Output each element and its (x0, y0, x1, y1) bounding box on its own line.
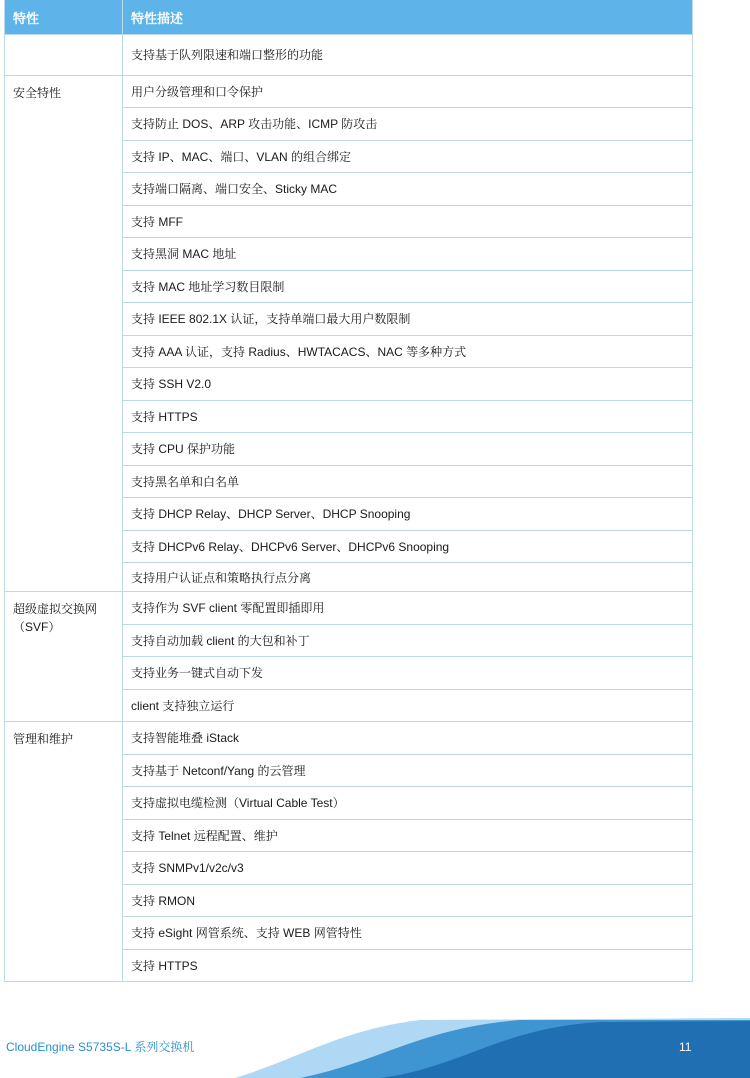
description-cell: 用户分级管理和口令保护 (123, 75, 693, 108)
table-row (5, 592, 693, 625)
description-cell: 支持 MAC 地址学习数目限制 (123, 270, 693, 303)
description-cell: 支持 IP、MAC、端口、VLAN 的组合绑定 (123, 140, 693, 173)
description-cell: 支持 CPU 保护功能 (123, 433, 693, 466)
table-row (5, 722, 693, 755)
description-cell: client 支持独立运行 (123, 689, 693, 722)
description-cell: 支持 IEEE 802.1X 认证，支持单端口最大用户数限制 (123, 303, 693, 336)
description-cell: 支持 HTTPS (123, 400, 693, 433)
description-cell: 支持 SSH V2.0 (123, 368, 693, 401)
description-cell: 支持端口隔离、端口安全、Sticky MAC (123, 173, 693, 206)
description-cell: 支持作为 SVF client 零配置即插即用 (123, 592, 693, 625)
description-cell: 支持 RMON (123, 884, 693, 917)
table-row (5, 75, 693, 108)
description-cell: 支持 DHCPv6 Relay、DHCPv6 Server、DHCPv6 Snooping (123, 530, 693, 563)
table-row (5, 35, 693, 76)
description-cell: 支持虚拟电缆检测（Virtual Cable Test） (123, 787, 693, 820)
description-cell: 支持黑名单和白名单 (123, 465, 693, 498)
description-cell: 支持 HTTPS (123, 949, 693, 982)
description-cell: 支持 DHCP Relay、DHCP Server、DHCP Snooping (123, 498, 693, 531)
page-number: 11 (679, 1040, 692, 1054)
category-cell-continued (5, 35, 123, 76)
description-cell: 支持 Telnet 远程配置、维护 (123, 819, 693, 852)
description-cell: 支持自动加载 client 的大包和补丁 (123, 624, 693, 657)
description-cell: 支持 eSight 网管系统、支持 WEB 网管特性 (123, 917, 693, 950)
description-cell: 支持 SNMPv1/v2c/v3 (123, 852, 693, 885)
table-header-row (5, 0, 693, 35)
description-cell: 支持基于 Netconf/Yang 的云管理 (123, 754, 693, 787)
description-cell: 支持 AAA 认证，支持 Radius、HWTACACS、NAC 等多种方式 (123, 335, 693, 368)
header-feature: 特性 (5, 0, 123, 35)
header-description: 特性描述 (123, 0, 693, 35)
category-cell-security: 安全特性 (5, 75, 123, 592)
description-cell: 支持基于队列限速和端口整形的功能 (123, 35, 693, 76)
description-cell: 支持业务一键式自动下发 (123, 657, 693, 690)
description-cell: 支持智能堆叠 iStack (123, 722, 693, 755)
category-cell-svf: 超级虚拟交换网（SVF） (5, 592, 123, 722)
description-cell: 支持用户认证点和策略执行点分离 (123, 563, 693, 592)
feature-table (4, 0, 693, 982)
description-cell: 支持 MFF (123, 205, 693, 238)
description-cell: 支持防止 DOS、ARP 攻击功能、ICMP 防攻击 (123, 108, 693, 141)
footer-product-title: CloudEngine S5735S-L 系列交换机 (6, 1040, 195, 1054)
category-cell-management: 管理和维护 (5, 722, 123, 982)
description-cell: 支持黑洞 MAC 地址 (123, 238, 693, 271)
